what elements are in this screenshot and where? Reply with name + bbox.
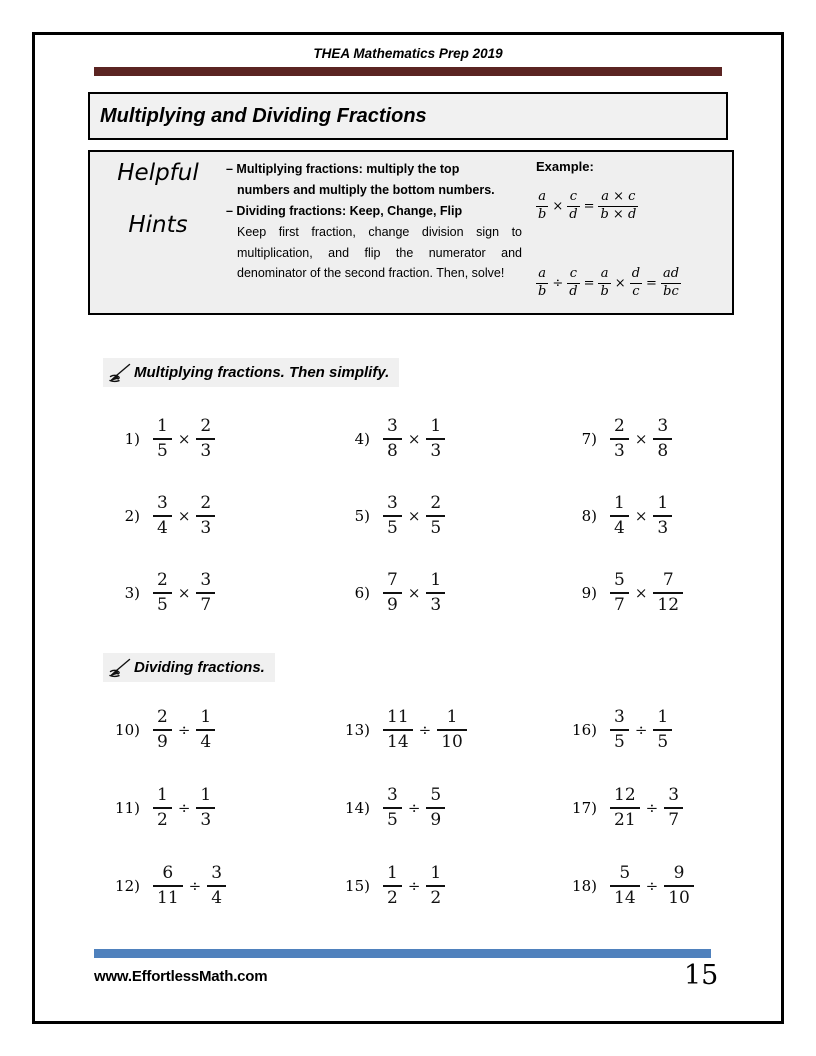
header-rule	[94, 67, 722, 76]
fraction	[610, 571, 629, 614]
operator: ÷	[645, 877, 659, 895]
fraction	[426, 786, 445, 829]
operator: =	[583, 198, 595, 214]
fraction-denominator: 12	[657, 595, 680, 615]
dividing-problems-grid	[88, 690, 738, 926]
fraction-numerator: a	[536, 190, 548, 207]
hints-label-column	[90, 152, 226, 313]
fraction	[196, 417, 215, 460]
fraction	[598, 190, 638, 223]
fraction-denominator: 14	[614, 888, 636, 908]
fraction-numerator: a × c	[598, 190, 638, 207]
fraction-denominator: 2	[430, 888, 442, 908]
operator: =	[583, 275, 595, 291]
fraction	[153, 417, 172, 460]
problem-number: 8)	[581, 507, 597, 525]
problem-number: 3)	[124, 584, 140, 602]
fraction-numerator: 3	[664, 786, 683, 809]
problem-number: 18)	[572, 877, 597, 895]
fraction	[653, 571, 683, 614]
fraction-denominator: d	[569, 206, 578, 222]
problem-item	[88, 690, 318, 769]
fraction	[153, 571, 172, 614]
operator: ÷	[188, 877, 202, 895]
problem-number: 10)	[115, 720, 140, 739]
fraction-denominator: 8	[387, 441, 398, 461]
operator: ÷	[634, 720, 648, 739]
fraction	[610, 708, 629, 751]
fraction-numerator: 5	[610, 864, 640, 887]
problem-number: 5)	[354, 507, 370, 525]
fraction-denominator: 11	[157, 888, 179, 908]
fraction-numerator: 3	[383, 417, 402, 440]
book-header-title: THEA Mathematics Prep 2019	[313, 46, 503, 61]
fraction-denominator: b	[538, 206, 547, 222]
fraction-denominator: 3	[430, 595, 442, 615]
fraction-denominator: 5	[387, 518, 398, 538]
fraction-denominator: 4	[211, 888, 223, 908]
problem-number: 12)	[115, 877, 140, 895]
problem-item	[545, 846, 738, 926]
problem-item	[545, 690, 738, 769]
fraction-numerator: 3	[653, 417, 672, 440]
fraction-denominator: 5	[614, 731, 625, 752]
operator: ×	[177, 430, 191, 448]
fraction-denominator: 10	[441, 731, 463, 752]
operator: ×	[634, 584, 648, 602]
problem-number: 15)	[345, 877, 370, 895]
fraction-denominator: 3	[200, 809, 212, 830]
fraction	[536, 267, 548, 300]
operator: ÷	[407, 877, 421, 895]
fraction-denominator: b × d	[600, 206, 637, 222]
operator: ×	[407, 507, 421, 525]
fraction-numerator: 12	[610, 786, 640, 809]
fraction-numerator: 2	[153, 571, 172, 594]
lesson-title-box	[88, 92, 728, 140]
operator: ×	[634, 430, 648, 448]
fraction-denominator: 9	[157, 731, 168, 752]
fraction-numerator: 1	[610, 494, 629, 517]
fraction	[383, 864, 402, 907]
footer-rule	[94, 949, 711, 958]
fraction-denominator: 8	[657, 441, 669, 461]
fraction-denominator: 4	[157, 518, 168, 538]
fraction	[196, 494, 215, 537]
problem-number: 14)	[345, 798, 370, 817]
fraction	[567, 267, 579, 300]
fraction-numerator: ad	[661, 267, 681, 284]
problem-item	[318, 846, 545, 926]
fraction	[196, 786, 215, 829]
fraction-denominator: 7	[200, 595, 212, 615]
fraction-denominator: bc	[663, 283, 679, 299]
operator: ×	[177, 584, 191, 602]
fraction-denominator: 14	[387, 731, 409, 752]
operator: ×	[614, 275, 626, 291]
problem-item	[545, 478, 738, 554]
fraction-denominator: 5	[387, 809, 398, 830]
fraction	[536, 190, 548, 223]
fraction	[426, 417, 445, 460]
fraction-denominator: 9	[387, 595, 398, 615]
fraction	[664, 786, 683, 829]
fraction-denominator: 2	[387, 888, 398, 908]
problem-item	[318, 478, 545, 554]
fraction	[153, 494, 172, 537]
fraction	[196, 571, 215, 614]
fraction-numerator: 1	[153, 786, 172, 809]
section-header-multiplying	[103, 358, 399, 387]
fraction-denominator: 3	[430, 441, 442, 461]
problem-item	[88, 478, 318, 554]
fraction-denominator: 3	[657, 518, 669, 538]
fraction	[661, 267, 681, 300]
hints-text-column	[226, 152, 522, 313]
section-title: Multiplying fractions. Then simplify.	[134, 364, 390, 381]
fraction	[598, 267, 610, 300]
problem-number: 17)	[572, 798, 597, 817]
example-formula-divide	[536, 267, 726, 300]
writing-hand-icon	[108, 362, 132, 383]
operator: ×	[407, 430, 421, 448]
operator: =	[646, 275, 657, 291]
fraction-numerator: 3	[610, 708, 629, 731]
fraction-denominator: 7	[668, 809, 680, 830]
fraction	[383, 494, 402, 537]
fraction-denominator: 2	[157, 809, 168, 830]
problem-number: 16)	[572, 720, 597, 739]
example-formula-multiply	[536, 190, 726, 223]
operator: ÷	[552, 275, 564, 291]
example-label: Example:	[536, 159, 594, 174]
problem-item	[88, 400, 318, 478]
fraction	[426, 494, 445, 537]
fraction-numerator: 2	[196, 417, 215, 440]
helpful-hints-box	[88, 150, 734, 315]
fraction-numerator: c	[567, 267, 579, 284]
problem-item	[545, 554, 738, 632]
writing-hand-icon	[108, 657, 132, 678]
fraction	[426, 864, 445, 907]
fraction-numerator: 3	[196, 571, 215, 594]
problem-item	[88, 769, 318, 846]
problem-item	[545, 769, 738, 846]
fraction-numerator: 6	[153, 864, 183, 887]
fraction	[653, 494, 672, 537]
hint-bullet-1-line-2: numbers and multiply the bottom numbers.	[237, 182, 495, 197]
fraction-numerator: 3	[207, 864, 226, 887]
example-column	[522, 152, 732, 313]
problem-item	[88, 554, 318, 632]
problem-item	[318, 769, 545, 846]
fraction-denominator: 4	[200, 731, 212, 752]
hint-bullet-dividing: – Dividing fractions: Keep, Change, Flip	[226, 203, 463, 218]
fraction	[207, 864, 226, 907]
fraction-numerator: a	[598, 267, 610, 284]
fraction	[383, 786, 402, 829]
fraction-denominator: 10	[668, 888, 690, 908]
fraction-numerator: 3	[153, 494, 172, 517]
fraction-numerator: 3	[383, 494, 402, 517]
fraction	[383, 571, 402, 614]
problem-number: 9)	[581, 584, 597, 602]
fraction-numerator: d	[630, 267, 642, 284]
fraction-numerator: 1	[196, 708, 215, 731]
fraction-numerator: 1	[426, 417, 445, 440]
fraction-numerator: 7	[653, 571, 683, 594]
problem-number: 7)	[581, 430, 597, 448]
fraction	[153, 786, 172, 829]
page-number: 15	[684, 960, 719, 991]
fraction-numerator: a	[536, 267, 548, 284]
fraction-numerator: 1	[437, 708, 467, 731]
fraction-denominator: 5	[430, 518, 442, 538]
page-title: Multiplying and Dividing Fractions	[100, 104, 427, 127]
operator: ÷	[177, 720, 191, 739]
fraction-numerator: 1	[196, 786, 215, 809]
hint-bullet-1-line-1: – Multiplying fractions: multiply the top	[226, 162, 460, 176]
fraction-denominator: 4	[614, 518, 625, 538]
fraction-denominator: 3	[200, 518, 212, 538]
problem-item	[318, 690, 545, 769]
fraction	[653, 417, 672, 460]
fraction-numerator: 1	[653, 708, 672, 731]
multiplying-problems-grid	[88, 400, 738, 632]
fraction-numerator: 2	[426, 494, 445, 517]
problem-item	[88, 846, 318, 926]
fraction	[630, 267, 642, 300]
fraction-denominator: 5	[157, 441, 168, 461]
fraction-denominator: 5	[157, 595, 168, 615]
operator: ×	[552, 198, 564, 214]
problem-item	[318, 554, 545, 632]
fraction	[153, 708, 172, 751]
fraction	[610, 417, 629, 460]
fraction-numerator: 5	[426, 786, 445, 809]
fraction-numerator: 1	[653, 494, 672, 517]
fraction-numerator: 3	[383, 786, 402, 809]
hint-body-text: Keep first fraction, change division sign to multiplication, and flip the numerator and denominator of the second fraction. Then, solve!	[237, 224, 522, 281]
operator: ×	[407, 584, 421, 602]
fraction-numerator: c	[567, 190, 579, 207]
fraction	[426, 571, 445, 614]
problem-item	[545, 400, 738, 478]
fraction-denominator: 3	[200, 441, 212, 461]
fraction-denominator: 9	[430, 809, 442, 830]
fraction-denominator: b	[600, 283, 609, 299]
fraction-numerator: 1	[426, 571, 445, 594]
operator: ÷	[407, 798, 421, 817]
fraction-denominator: 5	[657, 731, 669, 752]
fraction-numerator: 9	[664, 864, 694, 887]
fraction	[196, 708, 215, 751]
fraction-numerator: 1	[153, 417, 172, 440]
fraction-numerator: 2	[153, 708, 172, 731]
fraction	[437, 708, 467, 751]
fraction-numerator: 5	[610, 571, 629, 594]
problem-number: 6)	[354, 584, 370, 602]
fraction-denominator: 3	[614, 441, 625, 461]
fraction	[153, 864, 183, 907]
fraction-numerator: 2	[196, 494, 215, 517]
fraction-numerator: 2	[610, 417, 629, 440]
fraction	[383, 417, 402, 460]
operator: ÷	[177, 798, 191, 817]
hint-bullet-multiplying	[226, 159, 522, 201]
fraction	[567, 190, 579, 223]
problem-item	[318, 400, 545, 478]
operator: ×	[177, 507, 191, 525]
problem-number: 1)	[124, 430, 140, 448]
footer-website-url: www.EffortlessMath.com	[94, 968, 268, 985]
fraction-numerator: 1	[426, 864, 445, 887]
fraction-denominator: b	[538, 283, 547, 299]
problem-number: 4)	[354, 430, 370, 448]
fraction	[383, 708, 413, 751]
fraction-numerator: 1	[383, 864, 402, 887]
problem-number: 11)	[115, 798, 140, 817]
operator: ÷	[645, 798, 659, 817]
fraction-denominator: c	[632, 283, 640, 299]
fraction	[653, 708, 672, 751]
fraction-denominator: 21	[614, 809, 636, 830]
hints-label-hints: Hints	[128, 212, 188, 238]
operator: ÷	[418, 720, 432, 739]
fraction	[610, 494, 629, 537]
fraction	[610, 864, 640, 907]
fraction-denominator: d	[569, 283, 578, 299]
hints-label-helpful: Helpful	[117, 160, 199, 186]
fraction-denominator: 7	[614, 595, 625, 615]
section-title: Dividing fractions.	[134, 659, 265, 676]
fraction	[664, 864, 694, 907]
fraction	[610, 786, 640, 829]
section-header-dividing	[103, 653, 275, 682]
fraction-numerator: 11	[383, 708, 413, 731]
problem-number: 13)	[345, 720, 370, 739]
operator: ×	[634, 507, 648, 525]
fraction-numerator: 7	[383, 571, 402, 594]
problem-number: 2)	[124, 507, 140, 525]
